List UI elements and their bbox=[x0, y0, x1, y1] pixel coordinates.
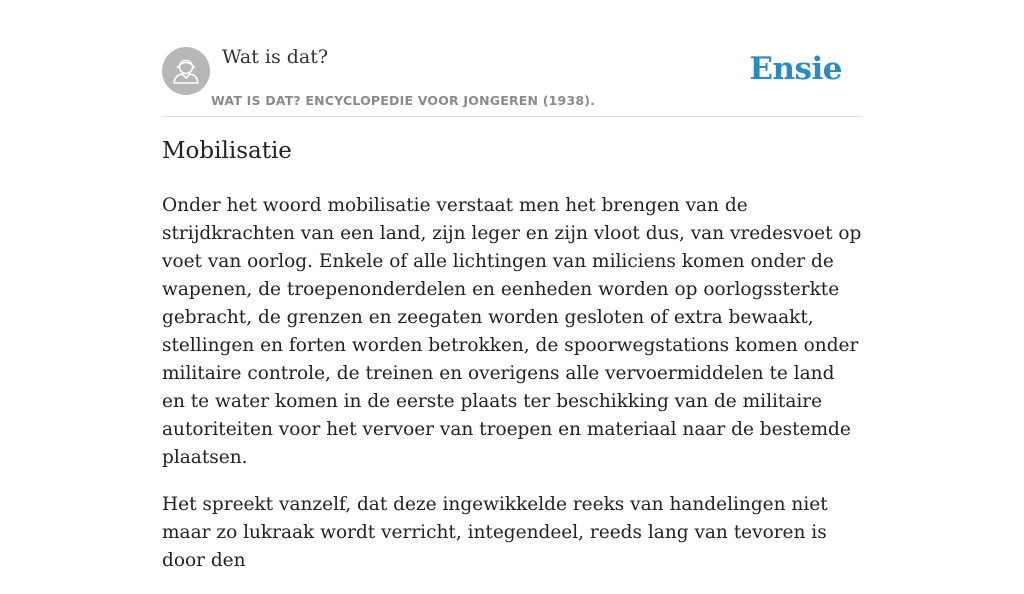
article-title: Mobilisatie bbox=[162, 138, 292, 164]
page-header bbox=[162, 0, 862, 117]
source-title-link[interactable]: Wat is dat? bbox=[222, 46, 329, 68]
page bbox=[162, 0, 862, 571]
brand-logo-link[interactable]: Ensie bbox=[749, 51, 842, 87]
article-paragraph: Het spreekt vanzelf, dat deze ingewikkelde reeks van handelingen niet maar zo lukraak wordt verricht, integendeel, reeds lang van tevoren is door den bbox=[162, 494, 828, 571]
article-paragraph: Onder het woord mobilisatie verstaat men het brengen van de strijdkrachten van een land, zijn leger en zijn vloot dus, van vredesvoet op voet van oorlog. Enkele of alle lichtingen van miliciens komen onder de wapenen, de troepenonderdelen en eenheden worden op oorlogssterkte gebracht, de grenzen en zeegaten worden gesloten of extra bewaakt, stellingen en forten worden betrokken, de spoorwegstations komen onder militaire controle, de treinen en overigens alle vervoermiddelen te land en te water komen in de eerste plaats ter beschikking van de militaire autoriteiten voor het vervoer van troepen en materiaal naar de bestemde plaatsen. bbox=[162, 195, 862, 468]
source-subtitle: WAT IS DAT? ENCYCLOPEDIE VOOR JONGEREN (1938). bbox=[211, 93, 596, 108]
user-icon bbox=[162, 47, 210, 95]
avatar[interactable] bbox=[162, 47, 210, 95]
article-body bbox=[162, 192, 862, 594]
